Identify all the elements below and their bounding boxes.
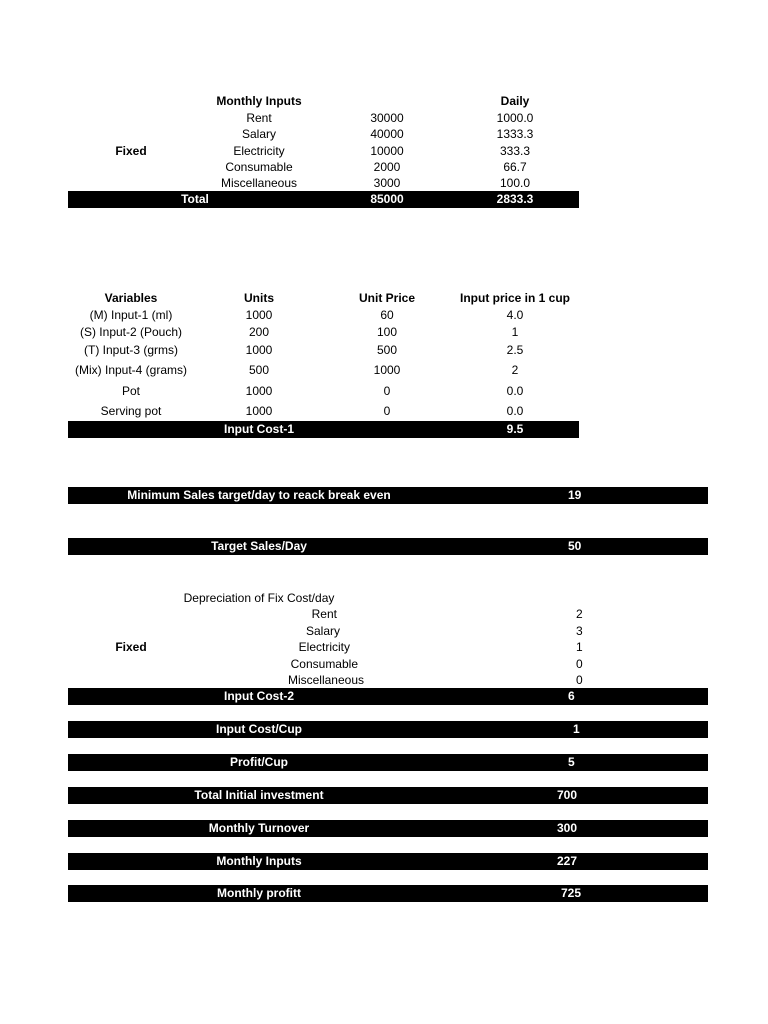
summary-bar-total-investment <box>68 787 708 804</box>
summary-value-clip <box>568 688 579 705</box>
variable-row-name: (M) Input-1 (ml) <box>89 308 173 322</box>
variable-row-per-cup: 0.0 <box>506 384 524 398</box>
summary-value: 725 <box>561 886 582 900</box>
target-sales-label: Target Sales/Day <box>211 539 307 553</box>
fixed-row-daily: 1000.0 <box>496 111 534 125</box>
variable-row-per-cup: 2 <box>511 363 519 377</box>
depreciation-row-value: 0 <box>576 657 583 671</box>
depreciation-row-value: 1 <box>576 640 583 654</box>
min-sales-value: 19 <box>568 488 582 502</box>
depreciation-row-value-clip <box>576 657 583 671</box>
depreciation-row-name: Miscellaneous <box>287 673 364 687</box>
summary-label: Input Cost/Cup <box>216 722 302 736</box>
fixed-row-name: Electricity <box>233 144 285 158</box>
col-header-units: Units <box>244 291 274 305</box>
summary-value: 6 <box>568 689 575 703</box>
fixed-total-daily: 2833.3 <box>496 192 534 206</box>
summary-label: Input Cost-2 <box>224 689 294 703</box>
summary-bar-monthly-profit <box>68 885 708 902</box>
summary-bar-monthly-turnover <box>68 820 708 837</box>
variable-row-name: (Mix) Input-4 (grams) <box>74 363 188 377</box>
fixed-row-name: Salary <box>241 127 277 141</box>
summary-value-clip <box>557 820 579 837</box>
variable-row-per-cup: 4.0 <box>506 308 524 322</box>
variable-row-per-cup: 0.0 <box>506 404 524 418</box>
fixed-row-name: Consumable <box>225 160 293 174</box>
fixed-row-name: Miscellaneous <box>220 176 298 190</box>
variable-row-name: Serving pot <box>100 404 162 418</box>
variable-row-name: (T) Input-3 (grms) <box>83 343 179 357</box>
summary-value: 300 <box>557 821 578 835</box>
summary-value: 1 <box>573 722 580 736</box>
variable-row-units: 500 <box>248 363 270 377</box>
fixed-row-monthly: 30000 <box>370 111 404 125</box>
variable-row-units: 1000 <box>245 404 273 418</box>
col-header-daily: Daily <box>500 94 530 108</box>
fixed-row-monthly: 2000 <box>373 160 401 174</box>
depreciation-title: Depreciation of Fix Cost/day <box>183 591 335 605</box>
fixed-row-monthly: 3000 <box>373 176 401 190</box>
variable-row-units: 200 <box>248 325 270 339</box>
depreciation-row-name: Rent <box>311 607 337 621</box>
summary-value-clip <box>557 853 579 870</box>
depreciation-row-name: Consumable <box>290 657 358 671</box>
summary-value: 5 <box>568 755 575 769</box>
variable-row-unit-price: 500 <box>376 343 398 357</box>
depreciation-row-value-clip <box>576 607 583 621</box>
summary-value-clip <box>557 787 579 804</box>
input-cost-1-label: Input Cost-1 <box>224 422 294 436</box>
depreciation-row-value-clip <box>576 673 583 687</box>
col-header-price-per-cup: Input price in 1 cup <box>459 291 571 305</box>
variable-row-name: (S) Input-2 (Pouch) <box>79 325 183 339</box>
summary-label: Monthly profitt <box>217 886 301 900</box>
variable-row-unit-price: 0 <box>383 384 391 398</box>
depreciation-row-name: Electricity <box>298 640 350 654</box>
depreciation-row-value: 2 <box>576 607 583 621</box>
depreciation-fixed-label: Fixed <box>115 640 147 654</box>
variable-row-per-cup: 2.5 <box>506 343 524 357</box>
fixed-section-label: Fixed <box>115 144 147 158</box>
fixed-total-bar <box>68 191 579 208</box>
summary-bar-input-cost-per-cup <box>68 721 708 738</box>
summary-label: Total Initial investment <box>194 788 324 802</box>
variable-row-unit-price: 100 <box>376 325 398 339</box>
fixed-row-name: Rent <box>246 111 272 125</box>
summary-value-clip <box>573 721 579 738</box>
input-cost-1-value: 9.5 <box>506 422 524 436</box>
summary-bar-input-cost-2 <box>68 688 708 705</box>
fixed-row-daily: 66.7 <box>503 160 527 174</box>
summary-value: 700 <box>557 788 578 802</box>
fixed-row-monthly: 40000 <box>370 127 404 141</box>
min-sales-bar <box>68 487 708 504</box>
summary-bar-monthly-inputs <box>68 853 708 870</box>
target-sales-value: 50 <box>568 539 582 553</box>
summary-label: Monthly Turnover <box>208 821 310 835</box>
fixed-row-daily: 100.0 <box>499 176 531 190</box>
variable-row-name: Pot <box>121 384 141 398</box>
fixed-total-label: Total <box>181 192 209 206</box>
summary-bar-profit-per-cup <box>68 754 708 771</box>
depreciation-row-value-clip <box>576 640 583 654</box>
summary-label: Profit/Cup <box>230 755 288 769</box>
depreciation-row-value: 0 <box>576 673 583 687</box>
summary-value-clip <box>568 754 579 771</box>
depreciation-row-value: 3 <box>576 624 583 638</box>
min-sales-clip <box>568 487 582 504</box>
depreciation-row-value-clip <box>576 624 583 638</box>
input-cost-1-bar <box>68 421 579 438</box>
col-header-variables: Variables <box>104 291 158 305</box>
variable-row-units: 1000 <box>245 343 273 357</box>
variable-row-unit-price: 0 <box>383 404 391 418</box>
summary-value: 227 <box>557 854 578 868</box>
variable-row-units: 1000 <box>245 384 273 398</box>
col-header-monthly-inputs: Monthly Inputs <box>216 94 302 108</box>
variable-row-unit-price: 60 <box>380 308 394 322</box>
fixed-row-monthly: 10000 <box>370 144 404 158</box>
fixed-row-daily: 333.3 <box>499 144 531 158</box>
min-sales-label: Minimum Sales target/day to reack break even <box>127 488 391 502</box>
fixed-total-monthly: 85000 <box>370 192 404 206</box>
variable-row-per-cup: 1 <box>511 325 519 339</box>
variable-row-unit-price: 1000 <box>373 363 401 377</box>
variable-row-units: 1000 <box>245 308 273 322</box>
summary-value-clip <box>561 885 582 902</box>
target-sales-clip <box>568 538 582 555</box>
summary-label: Monthly Inputs <box>216 854 302 868</box>
target-sales-bar <box>68 538 708 555</box>
depreciation-row-name: Salary <box>305 624 340 638</box>
col-header-unit-price: Unit Price <box>358 291 416 305</box>
fixed-row-daily: 1333.3 <box>496 127 534 141</box>
